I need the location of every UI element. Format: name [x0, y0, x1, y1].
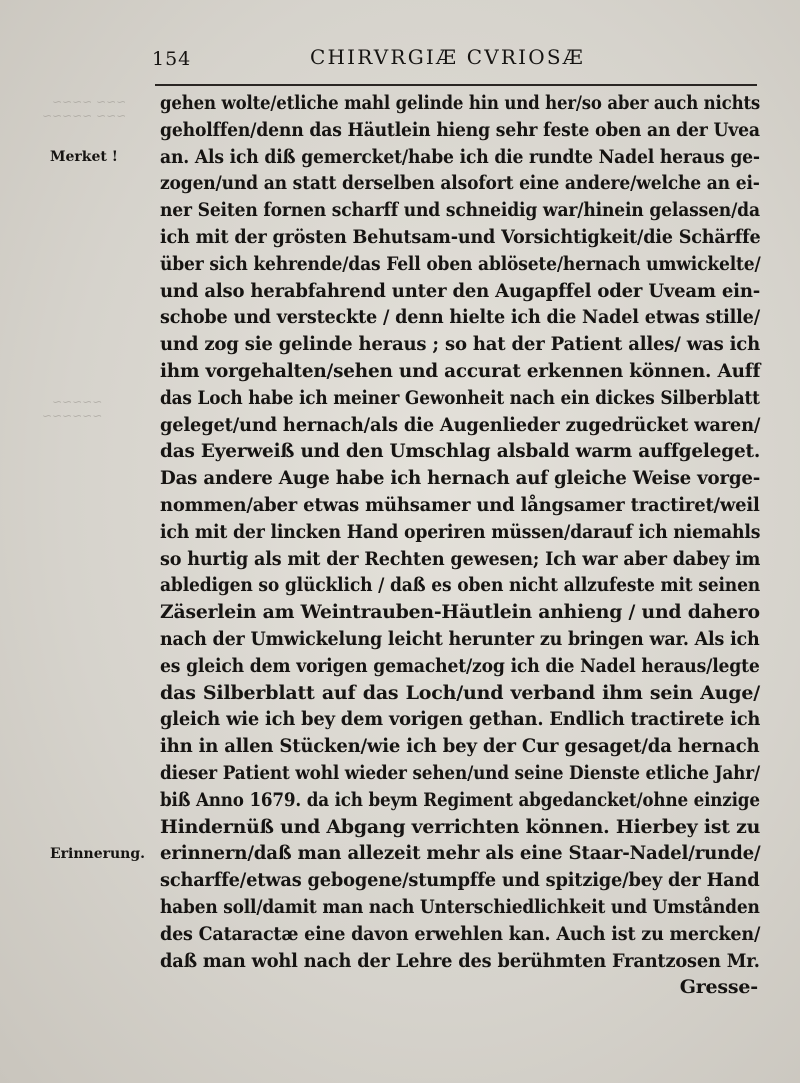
text-line: Das andere Auge habe ich hernach auf gleiche Weise vorge- — [160, 467, 761, 490]
body-text — [160, 90, 760, 1001]
text-line: das Eyerweiß und den Umschlag alsbald warm auffgeleget. — [160, 440, 761, 463]
text-line: an. Als ich diß gemercket/habe ich die rundte Nadel heraus ge- — [160, 145, 760, 168]
text-line: nommen/aber etwas mühsamer und långsamer tractiret/weil — [160, 493, 760, 516]
text-line: daß man wohl nach der Lehre des berühmten Frantzosen Mr. — [160, 949, 760, 972]
text-line: geholffen/denn das Häutlein hieng sehr feste oben an der Uvea — [160, 118, 760, 141]
text-line: dieser Patient wohl wieder sehen/und seine Dienste etliche Jahr/ — [160, 761, 760, 784]
text-line: nach der Umwickelung leicht herunter zu bringen war. Als ich — [160, 627, 760, 650]
margin-note-merket: Merket ! — [50, 149, 118, 165]
text-line: und also herabfahrend unter den Augapffel oder Uveam ein- — [160, 279, 761, 302]
text-line: ich mit der lincken Hand operiren müssen/darauf ich niemahls — [160, 520, 761, 543]
text-line: es gleich dem vorigen gemachet/zog ich die Nadel heraus/legte — [160, 654, 760, 677]
text-line: zogen/und an statt derselben alsofort eine andere/welche an ei- — [160, 172, 760, 195]
text-line: des Cataractæ eine davon erwehlen kan. Auch ist zu mercken/ — [160, 922, 761, 945]
text-line: abledigen so glücklich / daß es oben nicht allzufeste mit seinen — [160, 574, 761, 597]
text-line: Hindernüß und Abgang verrichten können. Hierbey ist zu — [160, 815, 761, 838]
text-line: ich mit der grösten Behutsam-und Vorsichtigkeit/die Schärffe — [160, 225, 761, 248]
text-line: Zäserlein am Weintrauben-Häutlein anhieng / und dahero — [160, 601, 760, 624]
text-line: gleich wie ich bey dem vorigen gethan. Endlich tractirete ich — [160, 708, 761, 731]
text-line: und zog sie gelinde heraus ; so hat der Patient alles/ was ich — [160, 333, 761, 356]
show-through-text: ~~~~~ ~~~~~~ — [42, 395, 103, 423]
text-line: geleget/und hernach/als die Augenlieder zugedrücket waren/ — [160, 413, 761, 436]
text-line: schobe und versteckte / denn hielte ich die Nadel etwas stille/ — [160, 306, 760, 329]
text-line: ihn in allen Stücken/wie ich bey der Cur gesaget/da hernach — [160, 735, 760, 758]
text-line: gehen wolte/etliche mahl gelinde hin und her/so aber auch nichts — [160, 92, 761, 114]
text-line: so hurtig als mit der Rechten gewesen; Ich war aber dabey im — [160, 547, 761, 570]
text-line: scharffe/etwas gebogene/stumpffe und spitzige/bey der Hand — [160, 869, 760, 892]
text-line: ihm vorgehalten/sehen und accurat erkennen können. Auff — [160, 359, 761, 382]
text-line: haben soll/damit man nach Unterschiedlichkeit und Umstånden — [160, 895, 760, 918]
text-line: erinnern/daß man allezeit mehr als eine Staar-Nadel/runde/ — [160, 842, 761, 865]
text-line: über sich kehrende/das Fell oben ablösete/hernach umwickelte/ — [160, 252, 761, 275]
text-line: biß Anno 1679. da ich beym Regiment abgedancket/ohne einzige — [160, 788, 760, 811]
text-line: Gresse- — [679, 976, 758, 999]
text-line: ner Seiten fornen scharff und schneidig war/hinein gelassen/da — [160, 199, 760, 222]
margin-note-erinnerung: Erinnerung. — [50, 846, 146, 862]
text-line: das Silberblatt auf das Loch/und verband ihm sein Auge/ — [160, 681, 760, 704]
text-line: das Loch habe ich meiner Gewonheit nach ein dickes Silberblatt — [160, 386, 760, 409]
page-number: 154 — [152, 48, 192, 70]
show-through-text: ~~~ ~~~~ ~~~ ~~~~~ — [42, 95, 127, 123]
header-rule — [155, 84, 757, 86]
running-title: CHIRVRGIÆ CVRIOSÆ — [310, 45, 585, 69]
